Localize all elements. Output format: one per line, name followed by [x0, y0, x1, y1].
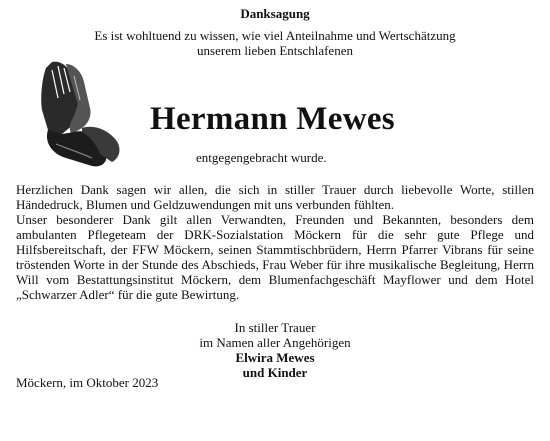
praying-hands-icon [22, 58, 132, 174]
signature-line-2: im Namen aller Angehörigen [199, 335, 351, 350]
thanks-paragraph-2: Unser besonderer Dank gilt allen Verwandten, Freunden und Bekannten, besonders dem ambulanten Pflegeteam der DRK-Sozialstation Möckern für die sehr gute Pflege und Hilfsbereitschaft, der FFW Möckern, seinen Stammtischbrüdern, Herrn Pfarrer Vibrans für seine tröstenden Worte in der Stunde des Abschieds, Frau Weber für ihre musikalische Begleitung, Herrn Will vom Bestattungsinstitut Möckern, dem Blumenfachgeschäft Mayflower und dem Hotel „Schwarzer Adler“ für die gute Bewirtung. [16, 212, 534, 302]
intro-text [0, 28, 550, 58]
intro-line-1: Es ist wohltuend zu wissen, wie viel Anteilnahme und Wertschätzung [94, 28, 456, 43]
signature-name-2: und Kinder [242, 365, 308, 380]
signature-line-1: In stiller Trauer [234, 320, 316, 335]
deceased-name: Hermann Mewes [150, 101, 395, 137]
signature-block [0, 320, 550, 380]
notice-heading: Danksagung [240, 6, 310, 21]
intro-line-2: unserem lieben Entschlafenen [197, 43, 353, 58]
thanks-paragraph-1: Herzlichen Dank sagen wir allen, die sich in stiller Trauer durch liebevolle Worte, stillen Händedruck, Blumen und Geldzuwendungen mit uns verbunden fühlten. [16, 182, 534, 212]
thanks-body [16, 182, 534, 302]
signature-name-1: Elwira Mewes [235, 350, 315, 365]
place-date: Möckern, im Oktober 2023 [16, 375, 159, 390]
after-name-text: entgegengebracht wurde. [196, 150, 327, 165]
